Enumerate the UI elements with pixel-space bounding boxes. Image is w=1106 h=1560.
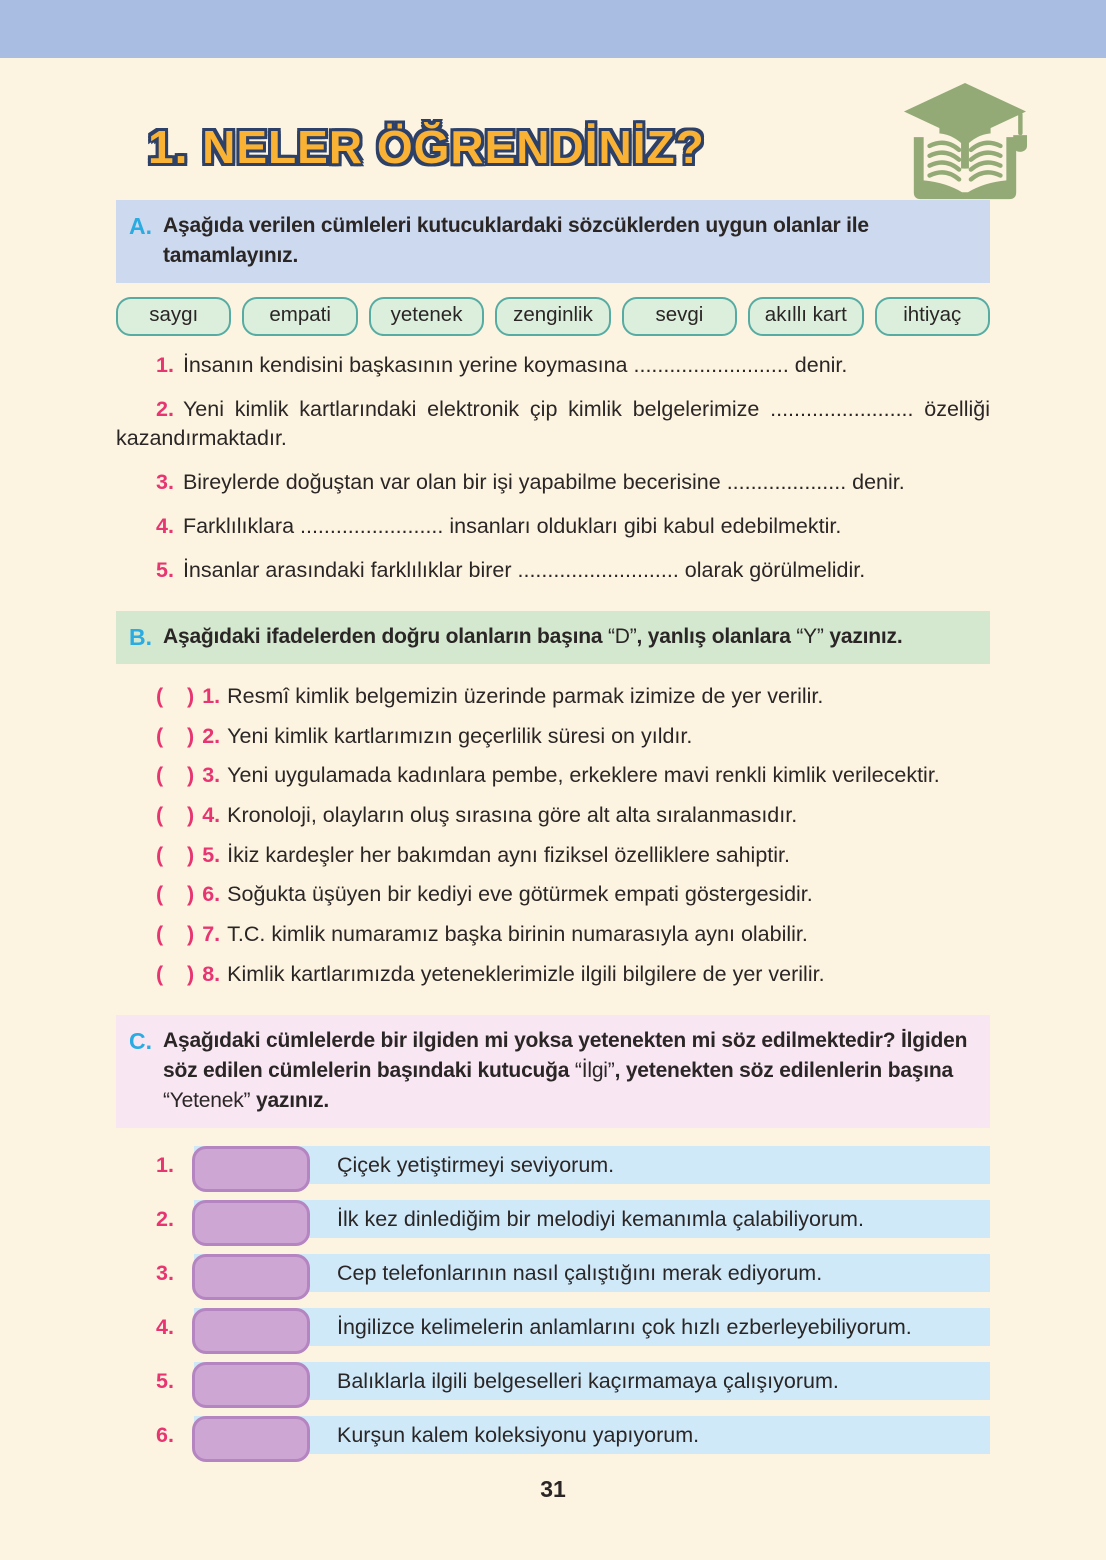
- section-a-instruction: Aşağıda verilen cümleleri kutucuklardaki sözcüklerden uygun olanlar ile tamamlayınız.: [163, 214, 869, 267]
- section-b-items: [116, 682, 990, 989]
- section-b-instruction: [163, 622, 902, 652]
- item-number: 3.: [202, 763, 221, 788]
- answer-parentheses[interactable]: ( ): [156, 763, 195, 788]
- answer-parentheses[interactable]: ( ): [156, 684, 195, 709]
- answer-box[interactable]: [192, 1254, 310, 1300]
- top-banner: [0, 0, 1106, 58]
- word-chip: zenginlik: [495, 297, 610, 336]
- classify-item: [116, 1254, 990, 1300]
- item-number: 5.: [156, 1368, 174, 1393]
- page-number: 31: [540, 1475, 566, 1502]
- sentence-text: İngilizce kelimelerin anlamlarını çok hızlı ezberleyebiliyorum.: [337, 1314, 912, 1339]
- section-c-header: [116, 1015, 990, 1127]
- sentence-text: Balıklarla ilgili belgeselleri kaçırmamaya çalışıyorum.: [337, 1368, 839, 1393]
- classify-item: [116, 1416, 990, 1462]
- item-text: Yeni kimlik kartlarımızın geçerlilik süresi on yıldır.: [227, 723, 693, 748]
- section-a-header: [116, 200, 990, 283]
- answer-box[interactable]: [192, 1146, 310, 1192]
- word-chip: ihtiyaç: [875, 297, 990, 336]
- true-false-item: [116, 682, 990, 712]
- true-false-item: [116, 801, 990, 831]
- true-false-item: [116, 920, 990, 950]
- answer-box[interactable]: [192, 1416, 310, 1462]
- item-number: 4.: [202, 803, 221, 828]
- answer-parentheses[interactable]: ( ): [156, 803, 195, 828]
- answer-box[interactable]: [192, 1200, 310, 1246]
- item-text: Yeni uygulamada kadınlara pembe, erkeklere mavi renkli kimlik verilecektir.: [227, 763, 940, 788]
- true-false-item: [116, 841, 990, 871]
- answer-parentheses[interactable]: ( ): [156, 922, 195, 947]
- item-number: 2.: [202, 723, 221, 748]
- section-b-header: [116, 611, 990, 664]
- item-number: 2.: [156, 396, 174, 421]
- item-text: Kimlik kartlarımızda yeteneklerimizle ilgili bilgilere de yer verilir.: [227, 961, 825, 986]
- classify-item: [116, 1200, 990, 1246]
- item-text: Kronoloji, olayların oluş sırasına göre alt alta sıralanmasıdır.: [227, 803, 798, 828]
- instruction-text: , yetenekten söz edilenlerin başına: [614, 1059, 954, 1083]
- fill-blank-item: [116, 351, 990, 380]
- fill-blank-item: [116, 395, 990, 453]
- sentence-row: [192, 1254, 990, 1300]
- item-text: Resmî kimlik belgemizin üzerinde parmak izimize de yer verilir.: [227, 684, 824, 709]
- item-number: 4.: [156, 513, 174, 538]
- section-c-items: [116, 1146, 990, 1462]
- section-c-letter: C.: [129, 1028, 152, 1055]
- fill-blank-item: [116, 468, 990, 497]
- sentence-text: Çiçek yetiştirmeyi seviyorum.: [337, 1152, 615, 1177]
- sentence-row: [192, 1146, 990, 1192]
- instruction-text: Aşağıdaki cümlelerde bir ilgiden mi yoksa yetenekten mi söz edilmektedir? İlgiden söz edilen cümlelerin başındaki kutucuğa: [163, 1029, 968, 1083]
- sentence-row: [192, 1308, 990, 1354]
- item-number: 1.: [202, 684, 221, 709]
- item-text: T.C. kimlik numaramız başka birinin numarasıyla aynı olabilir.: [227, 922, 808, 947]
- item-number: 4.: [156, 1314, 174, 1339]
- fill-blank-item: [116, 512, 990, 541]
- word-bank: [116, 297, 990, 336]
- word-chip: empati: [242, 297, 357, 336]
- item-text: Soğukta üşüyen bir kediyi eve götürmek empati göstergesidir.: [227, 882, 813, 907]
- answer-box[interactable]: [192, 1308, 310, 1354]
- sentence-text: Kurşun kalem koleksiyonu yapıyorum.: [337, 1422, 700, 1447]
- item-text[interactable]: Yeni kimlik kartlarındaki elektronik çip kimlik belgelerimize ........................ özelliği kazandırmaktadır.: [116, 396, 990, 450]
- quoted-letter-d: “D”: [607, 624, 637, 648]
- answer-parentheses[interactable]: ( ): [156, 882, 195, 907]
- item-number: 3.: [156, 469, 174, 494]
- page-header: [0, 58, 1106, 200]
- section-a-items: [116, 351, 990, 585]
- item-number: 7.: [202, 922, 221, 947]
- item-number: 5.: [202, 842, 221, 867]
- item-text: İkiz kardeşler her bakımdan aynı fiziksel özelliklere sahiptir.: [227, 842, 790, 867]
- answer-parentheses[interactable]: ( ): [156, 842, 195, 867]
- item-number: 6.: [202, 882, 221, 907]
- sentence-row: [192, 1416, 990, 1462]
- quoted-letter-y: “Y”: [796, 624, 824, 648]
- item-number: 2.: [156, 1206, 174, 1231]
- word-chip: saygı: [116, 297, 231, 336]
- item-text[interactable]: Farklılıklara ........................ insanları oldukları gibi kabul edebilmektir.: [182, 513, 842, 538]
- classify-item: [116, 1146, 990, 1192]
- page-title: 1. NELER ÖĞRENDİNİZ?: [148, 121, 705, 173]
- section-b-letter: B.: [129, 623, 152, 650]
- quoted-word-yetenek: “Yetenek”: [163, 1088, 251, 1112]
- item-number: 1.: [156, 352, 174, 377]
- section-c-instruction: [163, 1026, 974, 1115]
- item-text[interactable]: Bireylerde doğuştan var olan bir işi yapabilme becerisine .................... denir.: [182, 469, 905, 494]
- sentence-text: Cep telefonlarının nasıl çalıştığını merak ediyorum.: [337, 1260, 823, 1285]
- word-chip: yetenek: [369, 297, 484, 336]
- sentence-row: [192, 1362, 990, 1408]
- answer-parentheses[interactable]: ( ): [156, 961, 195, 986]
- word-chip: akıllı kart: [748, 297, 863, 336]
- true-false-item: [116, 761, 990, 791]
- instruction-text: Aşağıdaki ifadelerden doğru olanların başına: [163, 624, 608, 648]
- true-false-item: [116, 722, 990, 752]
- classify-item: [116, 1362, 990, 1408]
- item-text[interactable]: İnsanın kendisini başkasının yerine koymasına .......................... denir.: [182, 352, 848, 377]
- true-false-item: [116, 880, 990, 910]
- instruction-text: yazınız.: [250, 1088, 330, 1112]
- quoted-word-ilgi: “İlgi”: [574, 1059, 615, 1083]
- answer-parentheses[interactable]: ( ): [156, 723, 195, 748]
- sentence-row: [192, 1200, 990, 1246]
- item-number: 6.: [156, 1422, 174, 1447]
- fill-blank-item: [116, 556, 990, 585]
- classify-item: [116, 1308, 990, 1354]
- sentence-text: İlk kez dinlediğim bir melodiyi kemanımla çalabiliyorum.: [337, 1206, 864, 1231]
- item-number: 5.: [156, 557, 174, 582]
- graduation-cap-book-icon: [900, 80, 1030, 206]
- section-a-letter: A.: [129, 213, 152, 239]
- word-chip: sevgi: [622, 297, 737, 336]
- item-number: 3.: [156, 1260, 174, 1285]
- true-false-item: [116, 960, 990, 990]
- item-text[interactable]: İnsanlar arasındaki farklılıklar birer ........................... olarak görülmelidir.: [182, 557, 866, 582]
- item-number: 1.: [156, 1152, 174, 1177]
- item-number: 8.: [202, 961, 221, 986]
- instruction-text: , yanlış olanlara: [636, 624, 797, 648]
- instruction-text: yazınız.: [823, 624, 903, 648]
- answer-box[interactable]: [192, 1362, 310, 1408]
